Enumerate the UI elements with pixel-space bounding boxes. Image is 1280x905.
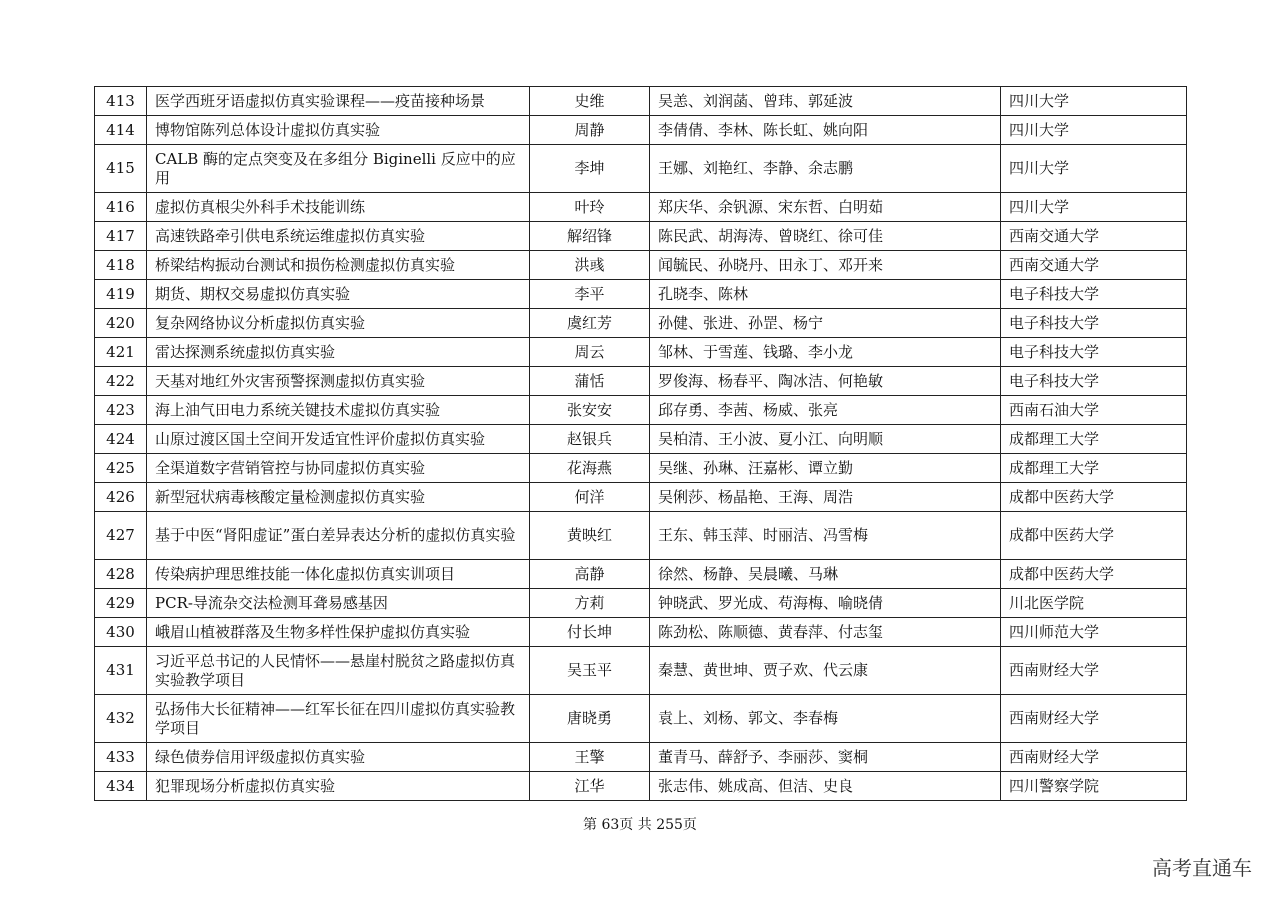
table-row (95, 367, 1187, 396)
watermark-text: 高考直通车 (1152, 856, 1252, 880)
row-number: 429 (95, 589, 147, 618)
team-members: 郑庆华、余钒源、宋东哲、白明茹 (650, 193, 1001, 222)
project-name: CALB 酶的定点突变及在多组分 Biginelli 反应中的应用 (147, 145, 530, 193)
table-row (95, 772, 1187, 801)
team-members: 陈民武、胡海涛、曾晓红、徐可佳 (650, 222, 1001, 251)
project-leader: 赵银兵 (530, 425, 650, 454)
row-number: 431 (95, 647, 147, 695)
table-row (95, 560, 1187, 589)
project-leader: 史维 (530, 87, 650, 116)
project-name: 桥梁结构振动台测试和损伤检测虚拟仿真实验 (147, 251, 530, 280)
project-name: 博物馆陈列总体设计虚拟仿真实验 (147, 116, 530, 145)
team-members: 邱存勇、李茜、杨威、张亮 (650, 396, 1001, 425)
school-name: 四川大学 (1001, 145, 1187, 193)
school-name: 西南交通大学 (1001, 222, 1187, 251)
school-name: 电子科技大学 (1001, 367, 1187, 396)
table-row (95, 309, 1187, 338)
table-row (95, 87, 1187, 116)
team-members: 董青马、薛舒予、李丽莎、窦桐 (650, 743, 1001, 772)
page-footer: 第 63页 共 255页 (583, 817, 697, 833)
team-members: 孙健、张进、孙罡、杨宁 (650, 309, 1001, 338)
team-members: 张志伟、姚成高、但洁、史良 (650, 772, 1001, 801)
table-row (95, 512, 1187, 560)
team-members: 王娜、刘艳红、李静、余志鹏 (650, 145, 1001, 193)
table-row (95, 483, 1187, 512)
school-name: 电子科技大学 (1001, 280, 1187, 309)
row-number: 423 (95, 396, 147, 425)
project-name: 习近平总书记的人民情怀——悬崖村脱贫之路虚拟仿真实验教学项目 (147, 647, 530, 695)
school-name: 成都中医药大学 (1001, 560, 1187, 589)
team-members: 邹林、于雪莲、钱璐、李小龙 (650, 338, 1001, 367)
table-row (95, 251, 1187, 280)
project-name: 绿色债券信用评级虚拟仿真实验 (147, 743, 530, 772)
team-members: 秦慧、黄世坤、贾子欢、代云康 (650, 647, 1001, 695)
school-name: 川北医学院 (1001, 589, 1187, 618)
project-leader: 李平 (530, 280, 650, 309)
project-leader: 何洋 (530, 483, 650, 512)
school-name: 西南财经大学 (1001, 743, 1187, 772)
table-row (95, 396, 1187, 425)
row-number: 434 (95, 772, 147, 801)
project-leader: 唐晓勇 (530, 695, 650, 743)
project-leader: 周静 (530, 116, 650, 145)
row-number: 426 (95, 483, 147, 512)
project-leader: 吴玉平 (530, 647, 650, 695)
team-members: 袁上、刘杨、郭文、李春梅 (650, 695, 1001, 743)
school-name: 电子科技大学 (1001, 309, 1187, 338)
team-members: 吴俐莎、杨晶艳、王海、周浩 (650, 483, 1001, 512)
row-number: 419 (95, 280, 147, 309)
row-number: 430 (95, 618, 147, 647)
table-row (95, 338, 1187, 367)
table-row (95, 695, 1187, 743)
project-leader: 高静 (530, 560, 650, 589)
project-name: 传染病护理思维技能一体化虚拟仿真实训项目 (147, 560, 530, 589)
project-leader: 蒲恬 (530, 367, 650, 396)
row-number: 420 (95, 309, 147, 338)
project-name: 医学西班牙语虚拟仿真实验课程——疫苗接种场景 (147, 87, 530, 116)
project-name: 基于中医“肾阳虚证”蛋白差异表达分析的虚拟仿真实验 (147, 512, 530, 560)
project-name: 高速铁路牵引供电系统运维虚拟仿真实验 (147, 222, 530, 251)
project-leader: 黄映红 (530, 512, 650, 560)
team-members: 吴恙、刘润菡、曾玮、郭延波 (650, 87, 1001, 116)
team-members: 王东、韩玉萍、时丽洁、冯雪梅 (650, 512, 1001, 560)
team-members: 孔晓李、陈林 (650, 280, 1001, 309)
project-name: 山原过渡区国土空间开发适宜性评价虚拟仿真实验 (147, 425, 530, 454)
school-name: 成都中医药大学 (1001, 512, 1187, 560)
school-name: 成都中医药大学 (1001, 483, 1187, 512)
project-leader: 方莉 (530, 589, 650, 618)
row-number: 413 (95, 87, 147, 116)
row-number: 428 (95, 560, 147, 589)
table-row (95, 193, 1187, 222)
school-name: 西南财经大学 (1001, 695, 1187, 743)
table-row (95, 589, 1187, 618)
row-number: 424 (95, 425, 147, 454)
row-number: 421 (95, 338, 147, 367)
project-name: 天基对地红外灾害预警探测虚拟仿真实验 (147, 367, 530, 396)
school-name: 西南石油大学 (1001, 396, 1187, 425)
row-number: 427 (95, 512, 147, 560)
project-name: 峨眉山植被群落及生物多样性保护虚拟仿真实验 (147, 618, 530, 647)
project-leader: 王擎 (530, 743, 650, 772)
row-number: 414 (95, 116, 147, 145)
school-name: 四川大学 (1001, 193, 1187, 222)
team-members: 李倩倩、李林、陈长虹、姚向阳 (650, 116, 1001, 145)
school-name: 成都理工大学 (1001, 454, 1187, 483)
team-members: 钟晓武、罗光成、苟海梅、喻晓倩 (650, 589, 1001, 618)
team-members: 吴柏清、王小波、夏小江、向明顺 (650, 425, 1001, 454)
team-members: 徐然、杨静、吴晨曦、马琳 (650, 560, 1001, 589)
row-number: 418 (95, 251, 147, 280)
row-number: 416 (95, 193, 147, 222)
school-name: 四川警察学院 (1001, 772, 1187, 801)
row-number: 432 (95, 695, 147, 743)
table-row (95, 145, 1187, 193)
row-number: 422 (95, 367, 147, 396)
team-members: 闻毓民、孙晓丹、田永丁、邓开来 (650, 251, 1001, 280)
row-number: 433 (95, 743, 147, 772)
school-name: 四川师范大学 (1001, 618, 1187, 647)
project-leader: 虞红芳 (530, 309, 650, 338)
table-row (95, 454, 1187, 483)
project-leader: 周云 (530, 338, 650, 367)
table-row (95, 222, 1187, 251)
project-leader: 付长坤 (530, 618, 650, 647)
row-number: 417 (95, 222, 147, 251)
project-name: 虚拟仿真根尖外科手术技能训练 (147, 193, 530, 222)
table-row (95, 647, 1187, 695)
project-name: 复杂网络协议分析虚拟仿真实验 (147, 309, 530, 338)
project-name: 犯罪现场分析虚拟仿真实验 (147, 772, 530, 801)
school-name: 西南交通大学 (1001, 251, 1187, 280)
project-name: 新型冠状病毒核酸定量检测虚拟仿真实验 (147, 483, 530, 512)
table-row (95, 425, 1187, 454)
project-leader: 江华 (530, 772, 650, 801)
project-list-table (94, 86, 1187, 801)
team-members: 罗俊海、杨春平、陶冰洁、何艳敏 (650, 367, 1001, 396)
table-row (95, 280, 1187, 309)
project-leader: 解绍锋 (530, 222, 650, 251)
table-row (95, 116, 1187, 145)
project-leader: 花海燕 (530, 454, 650, 483)
team-members: 吴继、孙琳、汪嘉彬、谭立勤 (650, 454, 1001, 483)
project-leader: 洪彧 (530, 251, 650, 280)
school-name: 四川大学 (1001, 116, 1187, 145)
table-row (95, 743, 1187, 772)
row-number: 415 (95, 145, 147, 193)
project-name: PCR-导流杂交法检测耳聋易感基因 (147, 589, 530, 618)
project-name: 全渠道数字营销管控与协同虚拟仿真实验 (147, 454, 530, 483)
project-leader: 叶玲 (530, 193, 650, 222)
school-name: 电子科技大学 (1001, 338, 1187, 367)
project-leader: 李坤 (530, 145, 650, 193)
project-name: 海上油气田电力系统关键技术虚拟仿真实验 (147, 396, 530, 425)
project-name: 雷达探测系统虚拟仿真实验 (147, 338, 530, 367)
row-number: 425 (95, 454, 147, 483)
project-leader: 张安安 (530, 396, 650, 425)
school-name: 成都理工大学 (1001, 425, 1187, 454)
project-name: 弘扬伟大长征精神——红军长征在四川虚拟仿真实验教学项目 (147, 695, 530, 743)
project-name: 期货、期权交易虚拟仿真实验 (147, 280, 530, 309)
team-members: 陈劲松、陈顺德、黄春萍、付志玺 (650, 618, 1001, 647)
school-name: 四川大学 (1001, 87, 1187, 116)
school-name: 西南财经大学 (1001, 647, 1187, 695)
table-row (95, 618, 1187, 647)
project-list-body (95, 87, 1187, 801)
